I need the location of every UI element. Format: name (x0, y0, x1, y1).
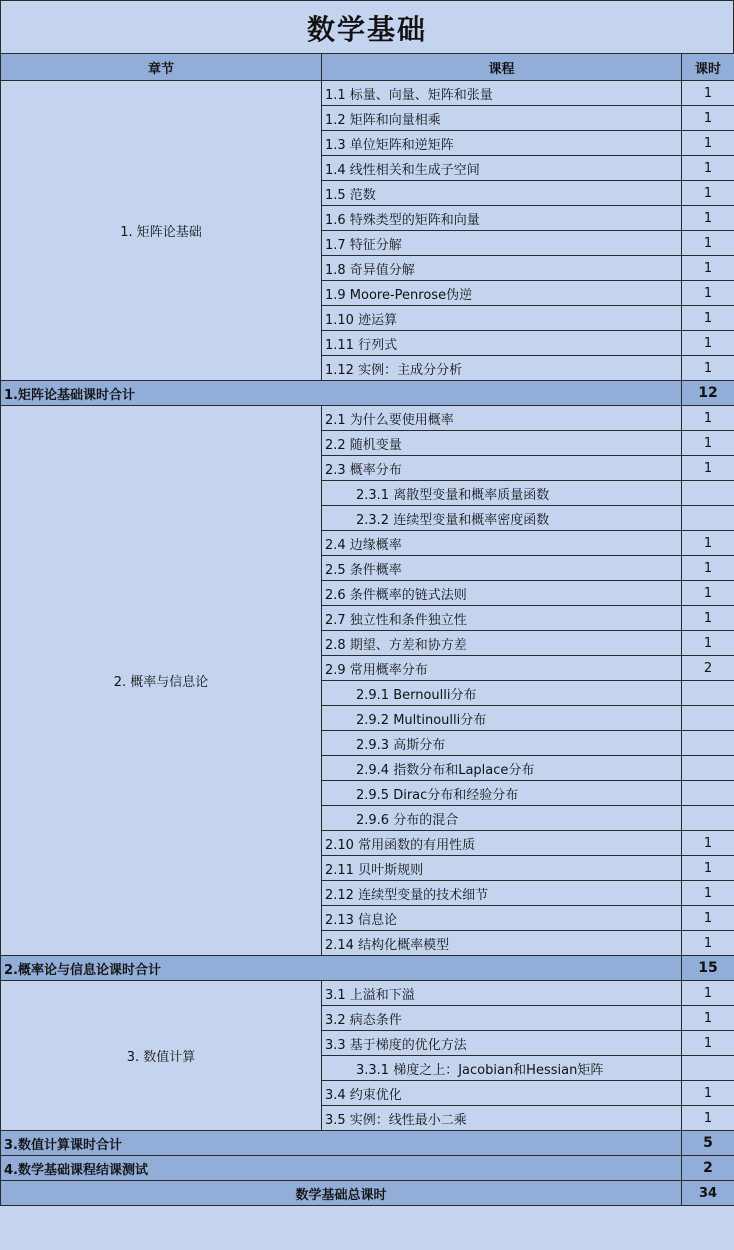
lesson-label: 1.10 迹运算 (322, 306, 682, 331)
lesson-hours: 1 (682, 156, 734, 181)
subtotal-label: 3.数值计算课时合计 (1, 1131, 682, 1156)
lesson-label: 2.9.3 高斯分布 (322, 731, 682, 756)
lesson-hours (682, 1056, 734, 1081)
lesson-row (1, 406, 734, 431)
lesson-label: 1.3 单位矩阵和逆矩阵 (322, 131, 682, 156)
lesson-hours (682, 681, 734, 706)
lesson-label: 2.12 连续型变量的技术细节 (322, 881, 682, 906)
total-row (1, 1181, 734, 1206)
lesson-hours (682, 806, 734, 831)
lesson-label: 1.6 特殊类型的矩阵和向量 (322, 206, 682, 231)
lesson-hours: 1 (682, 606, 734, 631)
total-label: 数学基础总课时 (1, 1181, 682, 1206)
header-hours: 课时 (682, 54, 734, 81)
lesson-hours (682, 481, 734, 506)
lesson-hours (682, 756, 734, 781)
lesson-label: 3.1 上溢和下溢 (322, 981, 682, 1006)
lesson-label: 2.9 常用概率分布 (322, 656, 682, 681)
lesson-label: 2.11 贝叶斯规则 (322, 856, 682, 881)
subtotal-row (1, 956, 734, 981)
subtotal-hours: 5 (682, 1131, 734, 1156)
lesson-label: 2.2 随机变量 (322, 431, 682, 456)
chapter-name: 3. 数值计算 (1, 981, 322, 1131)
lesson-label: 2.9.6 分布的混合 (322, 806, 682, 831)
header-row (1, 54, 734, 81)
lesson-hours: 1 (682, 331, 734, 356)
lesson-label: 2.14 结构化概率模型 (322, 931, 682, 956)
lesson-label: 2.9.5 Dirac分布和经验分布 (322, 781, 682, 806)
lesson-hours: 1 (682, 1081, 734, 1106)
lesson-hours: 1 (682, 1031, 734, 1056)
lesson-label: 2.1 为什么要使用概率 (322, 406, 682, 431)
lesson-hours: 1 (682, 181, 734, 206)
lesson-label: 3.5 实例：线性最小二乘 (322, 1106, 682, 1131)
lesson-label: 3.3.1 梯度之上：Jacobian和Hessian矩阵 (322, 1056, 682, 1081)
lesson-label: 2.9.4 指数分布和Laplace分布 (322, 756, 682, 781)
lesson-label: 2.3 概率分布 (322, 456, 682, 481)
lesson-hours: 1 (682, 231, 734, 256)
lesson-label: 3.2 病态条件 (322, 1006, 682, 1031)
header-course: 课程 (322, 54, 682, 81)
exam-hours: 2 (682, 1156, 734, 1181)
lesson-hours: 1 (682, 531, 734, 556)
lesson-label: 1.8 奇异值分解 (322, 256, 682, 281)
lesson-hours: 1 (682, 981, 734, 1006)
lesson-hours (682, 781, 734, 806)
lesson-hours: 1 (682, 1106, 734, 1131)
chapter-name: 2. 概率与信息论 (1, 406, 322, 956)
subtotal-label: 1.矩阵论基础课时合计 (1, 381, 682, 406)
lesson-label: 1.12 实例：主成分分析 (322, 356, 682, 381)
lesson-hours: 1 (682, 1006, 734, 1031)
lesson-hours: 1 (682, 356, 734, 381)
lesson-hours: 1 (682, 106, 734, 131)
lesson-hours: 1 (682, 81, 734, 106)
total-hours: 34 (682, 1181, 734, 1206)
lesson-hours: 1 (682, 581, 734, 606)
lesson-label: 1.9 Moore-Penrose伪逆 (322, 281, 682, 306)
lesson-hours: 1 (682, 206, 734, 231)
lesson-label: 3.3 基于梯度的优化方法 (322, 1031, 682, 1056)
lesson-hours: 1 (682, 406, 734, 431)
lesson-label: 1.5 范数 (322, 181, 682, 206)
subtotal-row (1, 381, 734, 406)
lesson-hours: 1 (682, 856, 734, 881)
lesson-label: 1.4 线性相关和生成子空间 (322, 156, 682, 181)
lesson-label: 1.2 矩阵和向量相乘 (322, 106, 682, 131)
lesson-row (1, 981, 734, 1006)
lesson-hours (682, 731, 734, 756)
subtotal-hours: 15 (682, 956, 734, 981)
chapter-name: 1. 矩阵论基础 (1, 81, 322, 381)
lesson-label: 2.6 条件概率的链式法则 (322, 581, 682, 606)
subtotal-row (1, 1131, 734, 1156)
lesson-hours: 1 (682, 131, 734, 156)
course-table-body (1, 54, 734, 1206)
lesson-label: 1.11 行列式 (322, 331, 682, 356)
lesson-hours: 1 (682, 256, 734, 281)
lesson-hours: 1 (682, 556, 734, 581)
exam-row (1, 1156, 734, 1181)
lesson-label: 2.3.2 连续型变量和概率密度函数 (322, 506, 682, 531)
lesson-hours: 1 (682, 281, 734, 306)
lesson-hours: 1 (682, 931, 734, 956)
lesson-label: 2.4 边缘概率 (322, 531, 682, 556)
lesson-label: 1.7 特征分解 (322, 231, 682, 256)
lesson-hours: 1 (682, 306, 734, 331)
lesson-label: 2.13 信息论 (322, 906, 682, 931)
lesson-label: 2.5 条件概率 (322, 556, 682, 581)
lesson-row (1, 81, 734, 106)
lesson-hours (682, 706, 734, 731)
lesson-label: 2.7 独立性和条件独立性 (322, 606, 682, 631)
lesson-label: 2.10 常用函数的有用性质 (322, 831, 682, 856)
lesson-hours: 1 (682, 831, 734, 856)
lesson-hours (682, 506, 734, 531)
lesson-hours: 1 (682, 906, 734, 931)
lesson-label: 2.3.1 离散型变量和概率质量函数 (322, 481, 682, 506)
exam-label: 4.数学基础课程结课测试 (1, 1156, 682, 1181)
lesson-label: 3.4 约束优化 (322, 1081, 682, 1106)
subtotal-label: 2.概率论与信息论课时合计 (1, 956, 682, 981)
lesson-hours: 1 (682, 631, 734, 656)
lesson-label: 2.9.2 Multinoulli分布 (322, 706, 682, 731)
lesson-label: 2.9.1 Bernoulli分布 (322, 681, 682, 706)
lesson-label: 2.8 期望、方差和协方差 (322, 631, 682, 656)
lesson-hours: 1 (682, 881, 734, 906)
lesson-hours: 2 (682, 656, 734, 681)
subtotal-hours: 12 (682, 381, 734, 406)
header-chapter: 章节 (1, 54, 322, 81)
lesson-hours: 1 (682, 431, 734, 456)
course-table (0, 53, 734, 1206)
page-title: 数学基础 (0, 0, 734, 54)
lesson-hours: 1 (682, 456, 734, 481)
lesson-label: 1.1 标量、向量、矩阵和张量 (322, 81, 682, 106)
